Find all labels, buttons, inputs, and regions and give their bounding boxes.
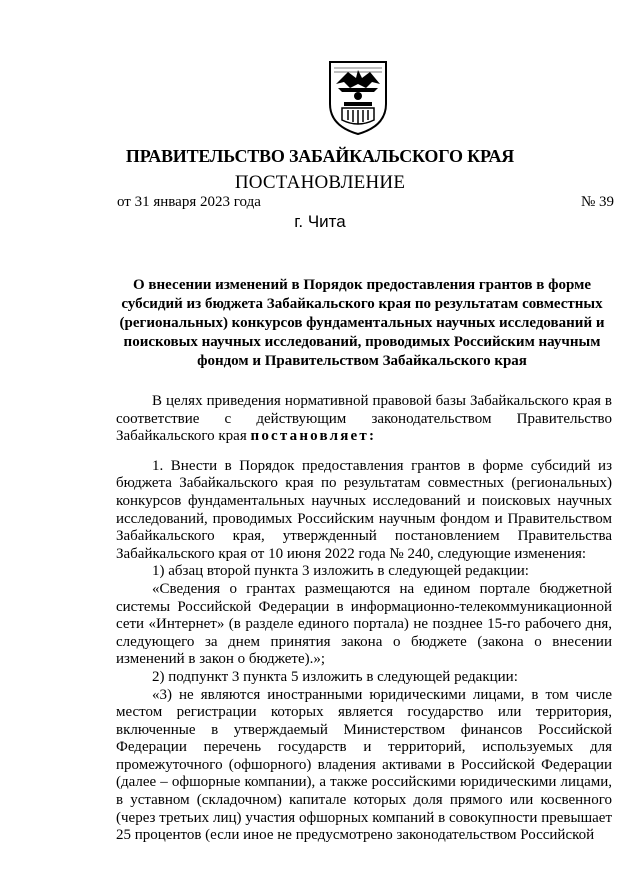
decree-word: постановляет:	[250, 428, 377, 445]
document-date: от 31 января 2023 года	[117, 194, 261, 210]
subitem-2-paragraph: 2) подпункт 3 пункта 5 изложить в следующей редакции:	[152, 668, 518, 685]
document-type: ПОСТАНОВЛЕНИЕ	[234, 172, 406, 193]
document-number: № 39	[580, 194, 614, 210]
document-body	[116, 393, 612, 845]
subitem-1-paragraph: 1) абзац второй пункта 3 изложить в следующей редакции:	[152, 563, 529, 580]
document-subject: О внесении изменений в Порядок предоставления грантов в форме субсидий из бюджета Забайкальского края по результатам совместных (региональных) конкурсов фундаментальных научных исследований и поисковых научных исследований, проводимых Российским научным фондом и Правительством Забайкальского края	[119, 277, 605, 369]
preamble-paragraph	[116, 393, 612, 446]
government-name: ПРАВИТЕЛЬСТВО ЗАБАЙКАЛЬСКОГО КРАЯ	[125, 146, 515, 166]
coat-of-arms-icon	[328, 58, 388, 136]
city-name: г. Чита	[294, 212, 346, 231]
quote-2-paragraph: «3) не являются иностранными юридическими лицами, в том числе местом регистрации которых является государство или территория, включенные в утверждаемый Министерством финансов Российской Федерации перечень государств и территорий, используемых для промежуточного (офшорного) владения активами в Российской Федерации (далее – офшорные компании), а также российскими юридическими лицами, в уставном (складочном) капитале которых доля прямого или косвенного (через третьих лиц) участия офшорных компаний в совокупности превышает 25 процентов (если иное не предусмотрено законодательством Российской	[116, 686, 612, 844]
preamble-text: В целях приведения нормативной правовой базы Забайкальского края в соответствие с действующим законодательством Правительство Забайкальского края	[116, 393, 612, 445]
item-1-paragraph: 1. Внести в Порядок предоставления грантов в форме субсидий из бюджета Забайкальского края по результатам совместных (региональных) конкурсов фундаментальных научных исследований и поисковых научных исследований, проводимых Российским научным фондом и Правительством Забайкальского края, утвержденный постановлением Правительства Забайкальского края от 10 июня 2022 года № 240, следующие изменения:	[116, 457, 612, 562]
quote-1-paragraph: «Сведения о грантах размещаются на едином портале бюджетной системы Российской Федерации в информационно-телекоммуникационной сети «Интернет» (в разделе единого портала) не позднее 15-го рабочего дня, следующего за днем принятия закона о бюджете (закона о внесении изменений в закон о бюджете).»;	[116, 580, 612, 668]
